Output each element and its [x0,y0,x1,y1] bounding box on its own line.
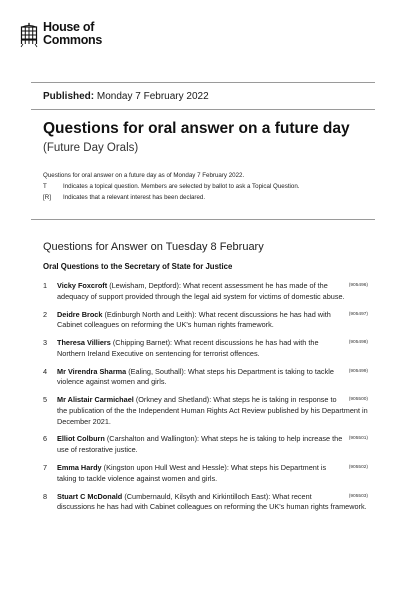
intro-text: Questions for oral answer on a future day as of Monday 7 February 2022. [43,172,245,179]
member-constituency: (Lewisham, Deptford): [109,281,181,290]
question-item [43,492,368,513]
question-item [43,463,368,484]
legend-code: [R] [43,194,51,201]
member-constituency: (Cumbernauld, Kilsyth and Kirkintilloch East): [124,491,271,501]
page-subtitle: (Future Day Orals) [43,142,139,154]
question-list [43,281,368,520]
logo-line-1: House of [43,20,95,34]
divider-before-section [31,219,375,220]
legend-code: T [43,183,47,190]
member-name: Vicky Foxcroft [57,281,108,290]
published-date: Monday 7 February 2022 [96,91,209,102]
member-name: Elliot Colburn [57,434,105,444]
question-reference: (905501) [348,436,368,442]
question-text: What recent discussions he has had with Cabinet colleagues on reforming the UK's human rights framework. [57,491,367,512]
question-number: 1 [43,281,48,290]
member-name: Emma Hardy [57,463,102,473]
section-title: Questions for Answer on Tuesday 8 February [43,241,264,253]
question-item [43,434,368,455]
question-reference: (905496) [348,283,368,288]
member-name: Mr Virendra Sharma [57,366,127,376]
member-constituency: (Carshalton and Wallington): [106,434,200,444]
member-name: Mr Alistair Carmichael [57,395,134,405]
member-name: Theresa Villiers [57,338,111,348]
published-label: Published: [43,91,95,102]
department-title: Oral Questions to the Secretary of State for Justice [43,262,233,271]
member-constituency: (Edinburgh North and Leith): [104,309,197,319]
member-constituency: (Orkney and Shetland): [135,395,212,405]
divider-after-published [31,109,375,110]
question-number: 7 [43,463,48,473]
question-text: What steps his Department is taking to tackle violence against women and girls. [57,366,334,387]
question-reference: (905502) [348,465,368,471]
question-number: 5 [43,395,48,405]
question-item [43,395,368,427]
question-text: What recent discussions he has had with Cabinet colleagues on reforming the UK's human rights framework. [57,309,331,330]
member-constituency: (Chipping Barnet): [112,338,173,348]
portcullis-icon [19,22,39,48]
question-text: What steps he is taking to help increase the use of restorative justice. [57,434,343,455]
question-text: What steps his Department is taking to tackle violence against women and girls. [57,463,327,483]
question-item [43,281,368,302]
question-text: What recent assessment he has made of the adequacy of support provided through the legal aid system for victims of domestic abuse. [57,281,345,301]
question-number: 2 [43,309,48,319]
question-item [43,367,368,388]
question-reference: (905499) [348,368,368,374]
question-number: 4 [43,366,48,376]
question-reference: (905500) [348,397,368,403]
question-item [43,338,368,359]
house-of-commons-logo [19,21,119,51]
question-reference: (905497) [348,311,368,317]
question-number: 8 [43,491,48,501]
question-number: 6 [43,434,48,444]
legend-desc: Indicates a topical question. Members are selected by ballot to ask a Topical Question. [63,183,300,190]
question-reference: (905503) [348,493,368,499]
published-line [43,91,209,103]
member-name: Stuart C McDonald [57,491,123,501]
question-reference: (905498) [348,340,368,346]
question-text: What recent discussions he has had with the Northern Ireland Executive on sentencing for terrorist offences. [57,338,319,358]
member-constituency: (Kingston upon Hull West and Hessle): [103,463,229,473]
question-number: 3 [43,338,48,348]
legend-desc: Indicates that a relevant interest has been declared. [63,194,206,201]
member-constituency: (Ealing, Southall): [128,366,186,376]
logo-line-2: Commons [43,33,103,47]
member-name: Deidre Brock [57,309,103,319]
divider-top [31,82,375,83]
question-text: What steps he is taking in response to the publication of the the Independent Human Rights Act Review published by his Department in December 2021. [57,395,368,426]
question-item [43,310,368,331]
page-title: Questions for oral answer on a future day [43,120,350,137]
